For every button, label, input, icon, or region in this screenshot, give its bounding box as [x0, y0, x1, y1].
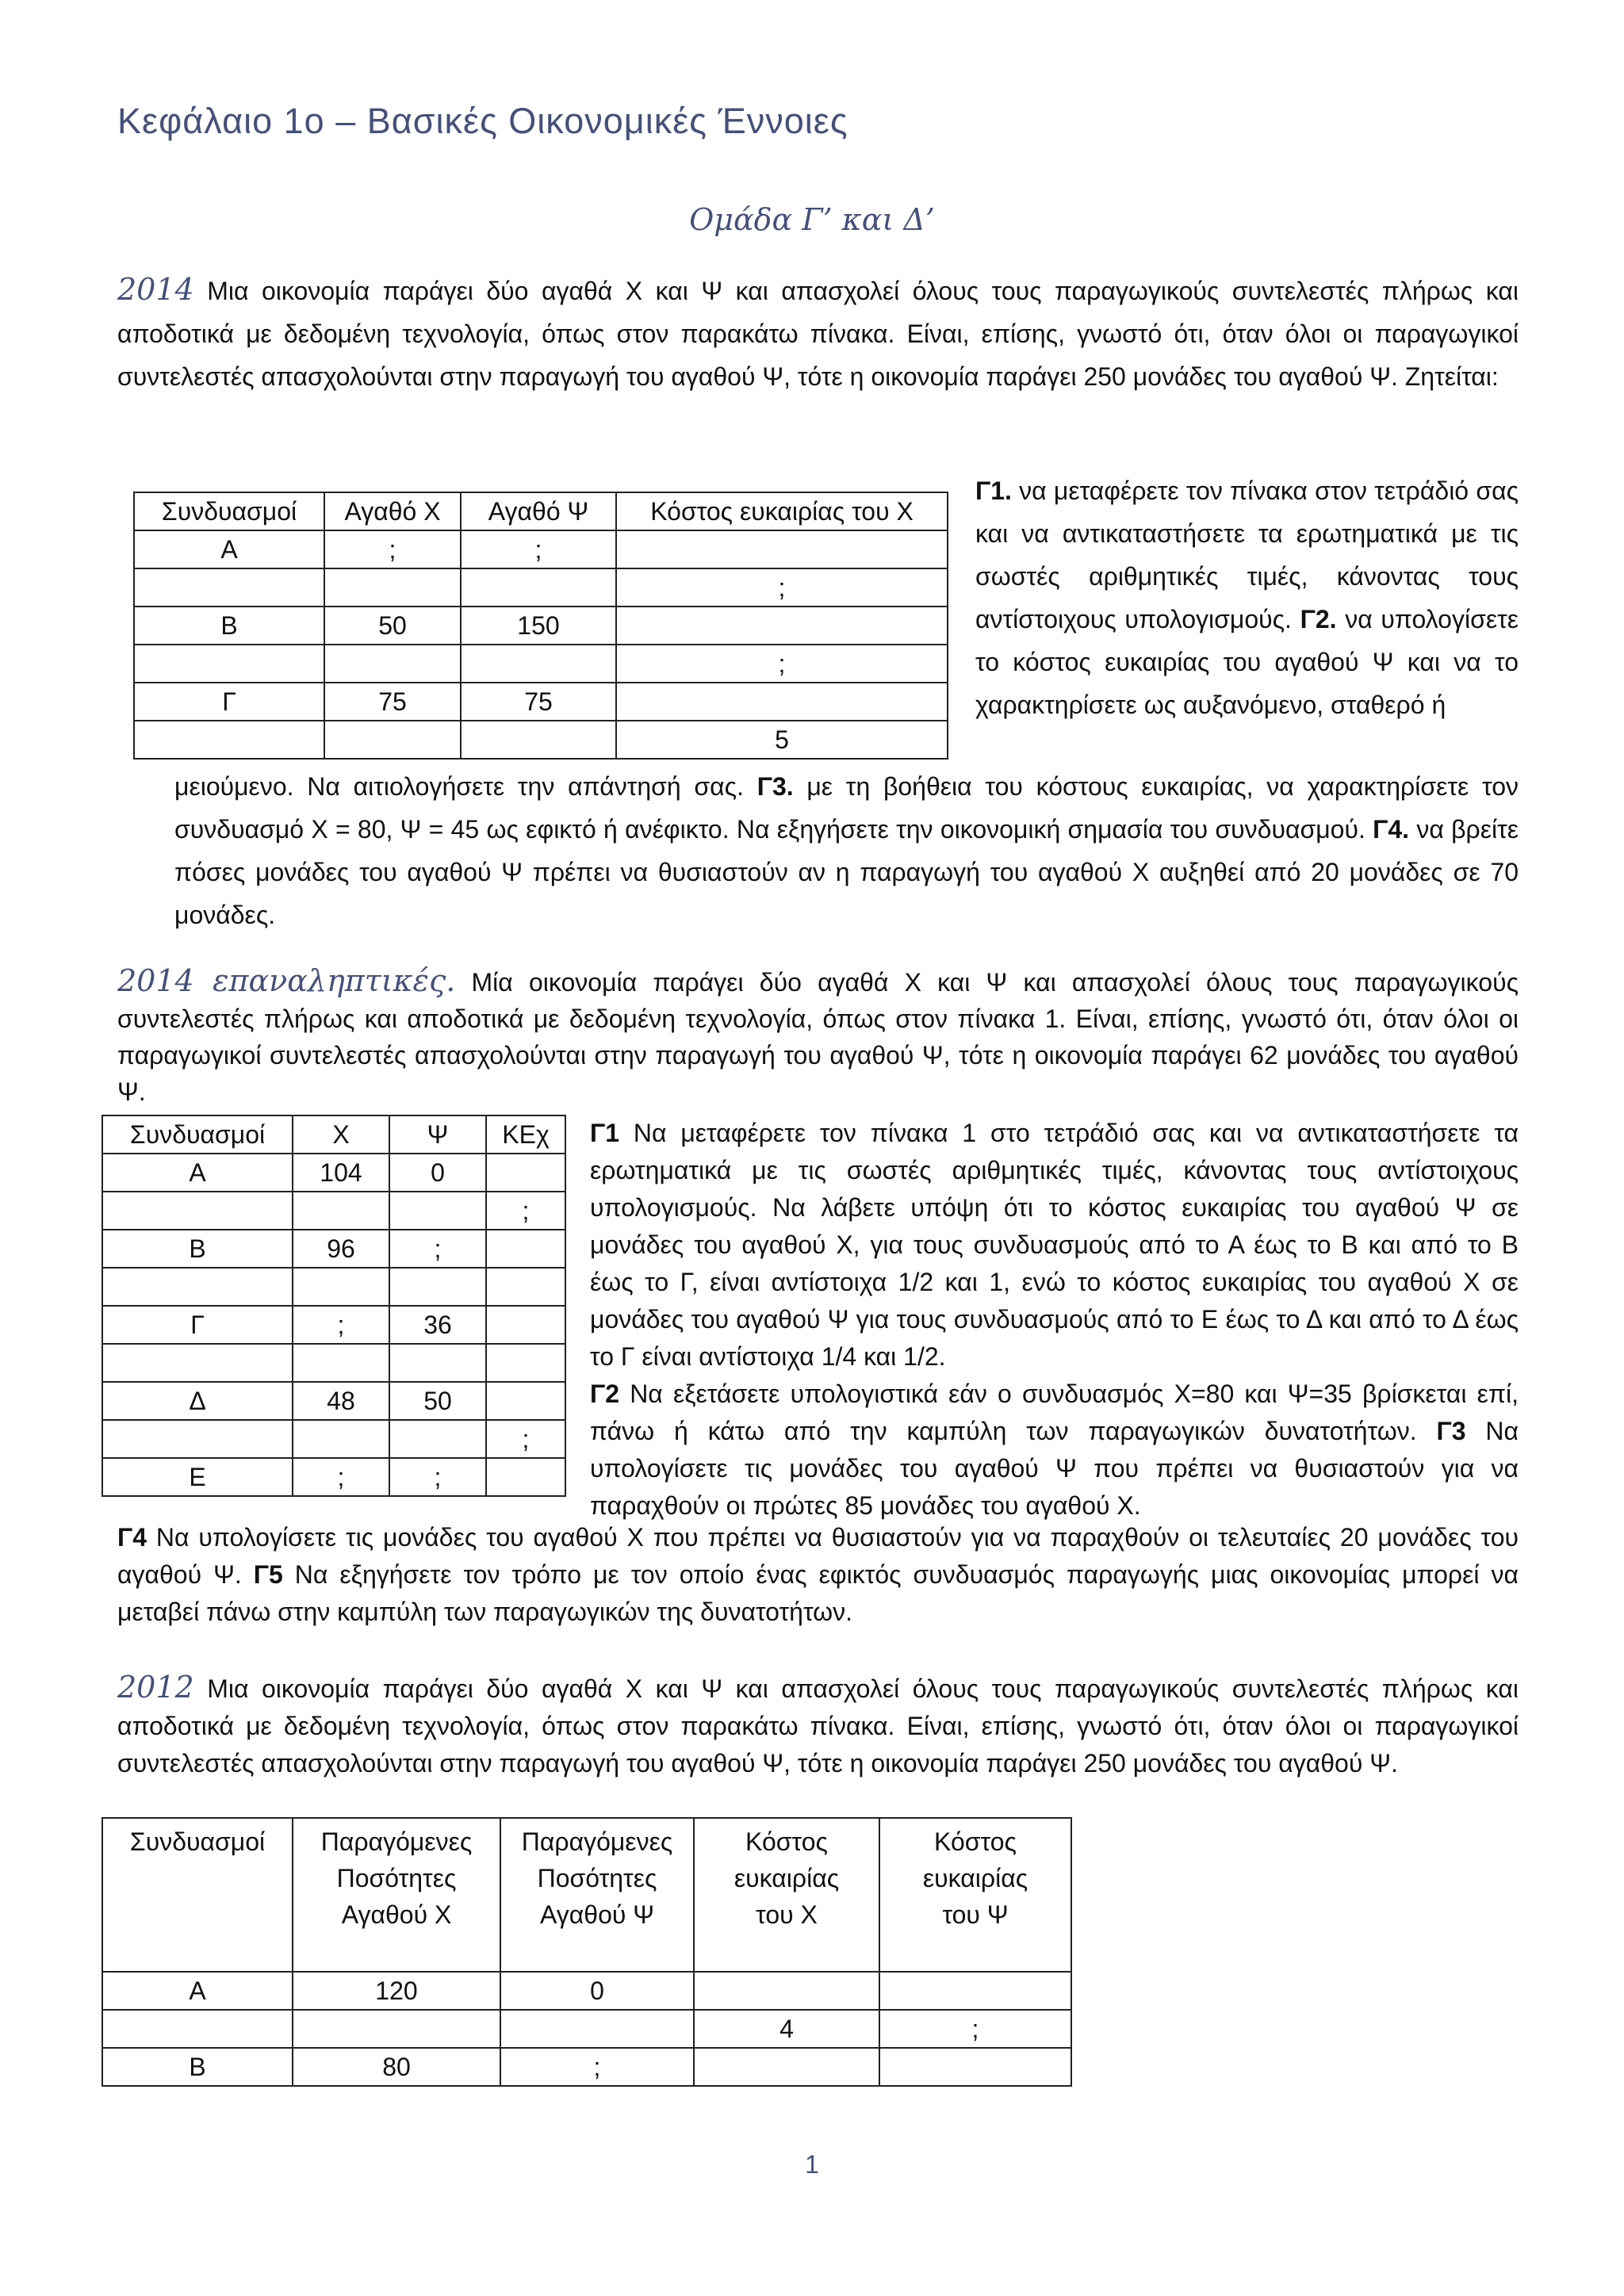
s1-g4-text: να βρείτε πόσες μονάδες του αγαθού Ψ πρέπει να θυσιαστούν αν η παραγωγή του αγαθού Χ αυξηθεί από 20 μονάδες σε 70 μονάδες.	[174, 815, 1519, 929]
s1-questions-continued	[174, 765, 1519, 936]
table-row	[102, 1268, 565, 1306]
s1-table	[133, 492, 948, 760]
table-cell	[293, 1268, 389, 1306]
table-cell	[486, 1230, 565, 1268]
s1-g2-label: Γ2.	[1300, 605, 1337, 633]
table-cell	[102, 1192, 293, 1230]
table-cell: 150	[461, 607, 616, 645]
s3-table	[102, 1817, 1072, 2087]
table-cell	[500, 2010, 694, 2048]
s1-year: 2014	[117, 272, 194, 307]
table-cell: Γ	[102, 1306, 293, 1344]
s2-table	[102, 1115, 566, 1497]
table-cell: 0	[500, 1972, 694, 2010]
s1-g4-label: Γ4.	[1373, 815, 1410, 844]
table-cell: 4	[694, 2010, 879, 2048]
s2-g5-text: Να εξηγήσετε τον τρόπο με τον οποίο ένας εφικτός συνδυασμός παραγωγής μιας οικονομίας μπορεί να μεταβεί πάνω στην καμπύλη των παραγωγικών της δυνατοτήτων.	[117, 1560, 1519, 1626]
table-cell	[486, 1344, 565, 1382]
header-line: Ποσότητες	[537, 1864, 657, 1892]
table-cell	[389, 1420, 486, 1458]
table-cell	[324, 568, 461, 607]
s2-questions-continued	[117, 1519, 1519, 1631]
header-line: ευκαιρίας	[922, 1864, 1028, 1892]
table-cell: Ε	[102, 1458, 293, 1496]
table-cell	[102, 1268, 293, 1306]
table-cell	[461, 568, 616, 607]
table-header-cell: ΚΕχ	[486, 1115, 565, 1154]
table-cell: ;	[293, 1306, 389, 1344]
table-row	[102, 1382, 565, 1420]
table-header-cell	[879, 1818, 1071, 1972]
s1-intro-text: Μια οικονομία παράγει δύο αγαθά Χ και Ψ και απασχολεί όλους τους παραγωγικούς συντελεστές πλήρως και αποδοτικά με δεδομένη τεχνολογία, όπως στον παρακάτω πίνακα. Είναι, επίσης, γνωστό ότι, όταν όλοι οι παραγωγικοί συντελεστές απασχολούνται στην παραγωγή του αγαθού Ψ, τότε η οικονομία παράγει 250 μονάδες του αγαθού Ψ. Ζητείται:	[117, 277, 1519, 391]
table-header-row	[102, 1115, 565, 1154]
s2-g3-text: Να υπολογίσετε τις μονάδες του αγαθού Ψ που πρέπει να θυσιαστούν για να παραχθούν οι πρώτες 85 μονάδες του αγαθού Χ.	[590, 1417, 1519, 1520]
table-row	[134, 568, 948, 607]
s1-g3-label: Γ3.	[756, 772, 794, 801]
s1-questions-side	[975, 469, 1519, 726]
s2-year: 2014 επαναληπτικές.	[117, 963, 456, 998]
table-row	[102, 1458, 565, 1496]
table-header-cell: Αγαθό Χ	[324, 492, 461, 530]
s1-g2-text: να υπολογίσετε το κόστος ευκαιρίας του αγαθού Ψ και να το χαρακτηρίσετε ως αυξανόμενο, σταθερό ή	[975, 605, 1519, 719]
table-cell: 80	[293, 2048, 500, 2086]
table-row	[102, 1972, 1071, 2010]
table-header-cell	[500, 1818, 694, 1972]
s2-intro	[117, 962, 1519, 1110]
table-cell: Α	[102, 1154, 293, 1192]
page-header-title: Κεφάλαιο 1ο – Βασικές Οικονομικές Έννοιες	[117, 101, 848, 141]
table-row	[102, 1420, 565, 1458]
table-cell: Α	[134, 530, 324, 568]
s2-g1-text: Να μεταφέρετε τον πίνακα 1 στο τετράδιό σας και να αντικαταστήσετε τα ερωτηματικά με τις σωστές αριθμητικές τιμές, κάνοντας τους αντίστοιχους υπολογισμούς. Να λάβετε υπόψη ότι το κόστος ευκαιρίας του αγαθού Ψ σε μονάδες του αγαθού Χ, για τους συνδυασμούς από το Α έως το Β και από το Β έως το Γ, είναι αντίστοιχα 1/2 και 1, ενώ το κόστος ευκαιρίας του αγαθού Χ σε μονάδες του αγαθού Ψ για τους συνδυασμούς από το Ε έως το Δ και από το Δ έως το Γ είναι αντίστοιχα 1/4 και 1/2.	[590, 1119, 1519, 1371]
table-cell: ;	[500, 2048, 694, 2086]
table-header-cell: Αγαθό Ψ	[461, 492, 616, 530]
table-header-cell	[293, 1818, 500, 1972]
table-cell: 5	[616, 721, 948, 759]
table-row	[134, 530, 948, 568]
table-cell: Β	[102, 1230, 293, 1268]
table-header-cell: Συνδυασμοί	[134, 492, 324, 530]
table-cell	[389, 1344, 486, 1382]
table-cell: Γ	[134, 683, 324, 721]
table-header-row	[102, 1818, 1071, 1972]
table-row	[134, 645, 948, 683]
header-line: Κόστος	[934, 1827, 1017, 1856]
table-header-cell: Ψ	[389, 1115, 486, 1154]
table-cell: ;	[389, 1458, 486, 1496]
table-cell	[486, 1458, 565, 1496]
table-cell	[486, 1268, 565, 1306]
table-row	[102, 1306, 565, 1344]
table-cell: ;	[324, 530, 461, 568]
table-cell: Β	[134, 607, 324, 645]
table-cell	[694, 2048, 879, 2086]
table-cell	[389, 1268, 486, 1306]
header-line: Αγαθού Ψ	[540, 1900, 654, 1929]
table-cell: 48	[293, 1382, 389, 1420]
table-cell	[694, 1972, 879, 2010]
table-cell: Α	[102, 1972, 293, 2010]
header-line: Ποσότητες	[336, 1864, 457, 1892]
table-row	[102, 1192, 565, 1230]
header-line: Παραγόμενες	[521, 1827, 673, 1856]
header-line: Συνδυασμοί	[129, 1827, 266, 1856]
table-cell: ;	[293, 1458, 389, 1496]
table-cell: ;	[486, 1420, 565, 1458]
table-cell: 96	[293, 1230, 389, 1268]
table-cell	[389, 1192, 486, 1230]
header-line: Κόστος	[745, 1827, 828, 1856]
s1-g2-text-cont: μειούμενο. Να αιτιολογήσετε την απάντησή σας.	[174, 772, 757, 801]
table-cell: ;	[616, 568, 948, 607]
table-row	[102, 2048, 1071, 2086]
table-header-cell: Συνδυασμοί	[102, 1115, 293, 1154]
table-cell: 75	[461, 683, 616, 721]
s2-g4-text: Να υπολογίσετε τις μονάδες του αγαθού Χ που πρέπει να θυσιαστούν για να παραχθούν οι τελευταίες 20 μονάδες του αγαθού Ψ.	[117, 1523, 1519, 1589]
header-line: ευκαιρίας	[733, 1864, 840, 1892]
s2-intro-text: Μία οικονομία παράγει δύο αγαθά Χ και Ψ και απασχολεί όλους τους παραγωγικούς συντελεστές πλήρως και αποδοτικά με δεδομένη τεχνολογία, όπως στον πίνακα 1. Είναι, επίσης, γνωστό ότι, όταν όλοι οι παραγωγικοί συντελεστές απασχολούνται στην παραγωγή του αγαθού Ψ, τότε η οικονομία παράγει 62 μονάδες του αγαθού Ψ.	[117, 968, 1519, 1106]
table-header-cell	[694, 1818, 879, 1972]
s2-g4-label: Γ4	[117, 1523, 147, 1552]
table-header-cell: Κόστος ευκαιρίας του Χ	[616, 492, 948, 530]
table-row	[102, 1344, 565, 1382]
table-cell	[134, 645, 324, 683]
table-header-row	[134, 492, 948, 530]
table-cell	[461, 721, 616, 759]
s3-intro-text: Μια οικονομία παράγει δύο αγαθά Χ και Ψ και απασχολεί όλους τους παραγωγικούς συντελεστές πλήρως και αποδοτικά με δεδομένη τεχνολογία, όπως στον παρακάτω πίνακα. Είναι, επίσης, γνωστό ότι, όταν όλοι οι παραγωγικοί συντελεστές απασχολούνται στην παραγωγή του αγαθού Ψ, τότε η οικονομία παράγει 250 μονάδες του αγαθού Ψ.	[117, 1674, 1519, 1777]
table-cell: 104	[293, 1154, 389, 1192]
header-line: Παραγόμενες	[320, 1827, 473, 1856]
s3-year: 2012	[117, 1670, 194, 1705]
s2-g2-text: Να εξετάσετε υπολογιστικά εάν ο συνδυασμός Χ=80 και Ψ=35 βρίσκεται επί, πάνω ή κάτω από την καμπύλη των παραγωγικών δυνατοτήτων.	[590, 1380, 1519, 1445]
s2-g2-label: Γ2	[590, 1380, 620, 1408]
s1-g3-text: με τη βοήθεια του κόστους ευκαιρίας, να χαρακτηρίσετε τον συνδυασμό Χ = 80, Ψ = 45 ως εφικτό ή ανέφικτο. Να εξηγήσετε την οικονομική σημασία του συνδυασμού.	[174, 772, 1519, 844]
table-cell: ;	[486, 1192, 565, 1230]
table-row	[102, 1230, 565, 1268]
header-line: του Χ	[756, 1900, 818, 1929]
page-number: 1	[805, 2150, 819, 2179]
table-cell	[486, 1154, 565, 1192]
table-cell	[134, 568, 324, 607]
table-cell: 75	[324, 683, 461, 721]
table-cell	[293, 1344, 389, 1382]
table-cell	[102, 2010, 293, 2048]
table-cell	[616, 683, 948, 721]
s1-g1-label: Γ1.	[975, 476, 1012, 505]
table-cell: ;	[616, 645, 948, 683]
header-line: του Ψ	[942, 1900, 1009, 1929]
table-cell: 120	[293, 1972, 500, 2010]
table-cell: ;	[389, 1230, 486, 1268]
table-cell	[486, 1306, 565, 1344]
table-cell: Β	[102, 2048, 293, 2086]
table-cell	[324, 721, 461, 759]
table-cell: ;	[461, 530, 616, 568]
table-header-cell: Χ	[293, 1115, 389, 1154]
table-cell	[616, 530, 948, 568]
table-cell	[486, 1382, 565, 1420]
table-cell	[102, 1344, 293, 1382]
table-row	[134, 721, 948, 759]
table-cell: Δ	[102, 1382, 293, 1420]
table-cell	[879, 1972, 1071, 2010]
table-cell: 50	[389, 1382, 486, 1420]
table-cell	[293, 2010, 500, 2048]
s3-intro	[117, 1669, 1519, 1782]
table-cell	[293, 1192, 389, 1230]
table-cell	[134, 721, 324, 759]
table-row	[102, 2010, 1071, 2048]
table-cell	[293, 1420, 389, 1458]
s1-g1-text: να μεταφέρετε τον πίνακα στον τετράδιό σας και να αντικαταστήσετε τα ερωτηματικά με τις σωστές αριθμητικές τιμές, κάνοντας τους αντίστοιχους υπολογισμούς.	[975, 476, 1519, 633]
table-header-cell	[102, 1818, 293, 1972]
table-cell	[616, 607, 948, 645]
table-cell	[461, 645, 616, 683]
header-line: Αγαθού Χ	[341, 1900, 452, 1929]
s2-g1-label: Γ1	[590, 1119, 620, 1147]
s2-g5-label: Γ5	[253, 1560, 283, 1589]
table-cell: 50	[324, 607, 461, 645]
table-cell: 0	[389, 1154, 486, 1192]
table-cell	[324, 645, 461, 683]
table-row	[134, 607, 948, 645]
table-row	[134, 683, 948, 721]
section-subtitle: Ομάδα Γ’ και Δ’	[689, 202, 935, 237]
table-cell: 36	[389, 1306, 486, 1344]
table-row	[102, 1154, 565, 1192]
table-cell	[879, 2048, 1071, 2086]
table-cell: ;	[879, 2010, 1071, 2048]
s2-g3-label: Γ3	[1436, 1417, 1466, 1445]
table-cell	[102, 1420, 293, 1458]
s1-intro	[117, 268, 1519, 398]
s2-questions-side	[590, 1115, 1519, 1525]
